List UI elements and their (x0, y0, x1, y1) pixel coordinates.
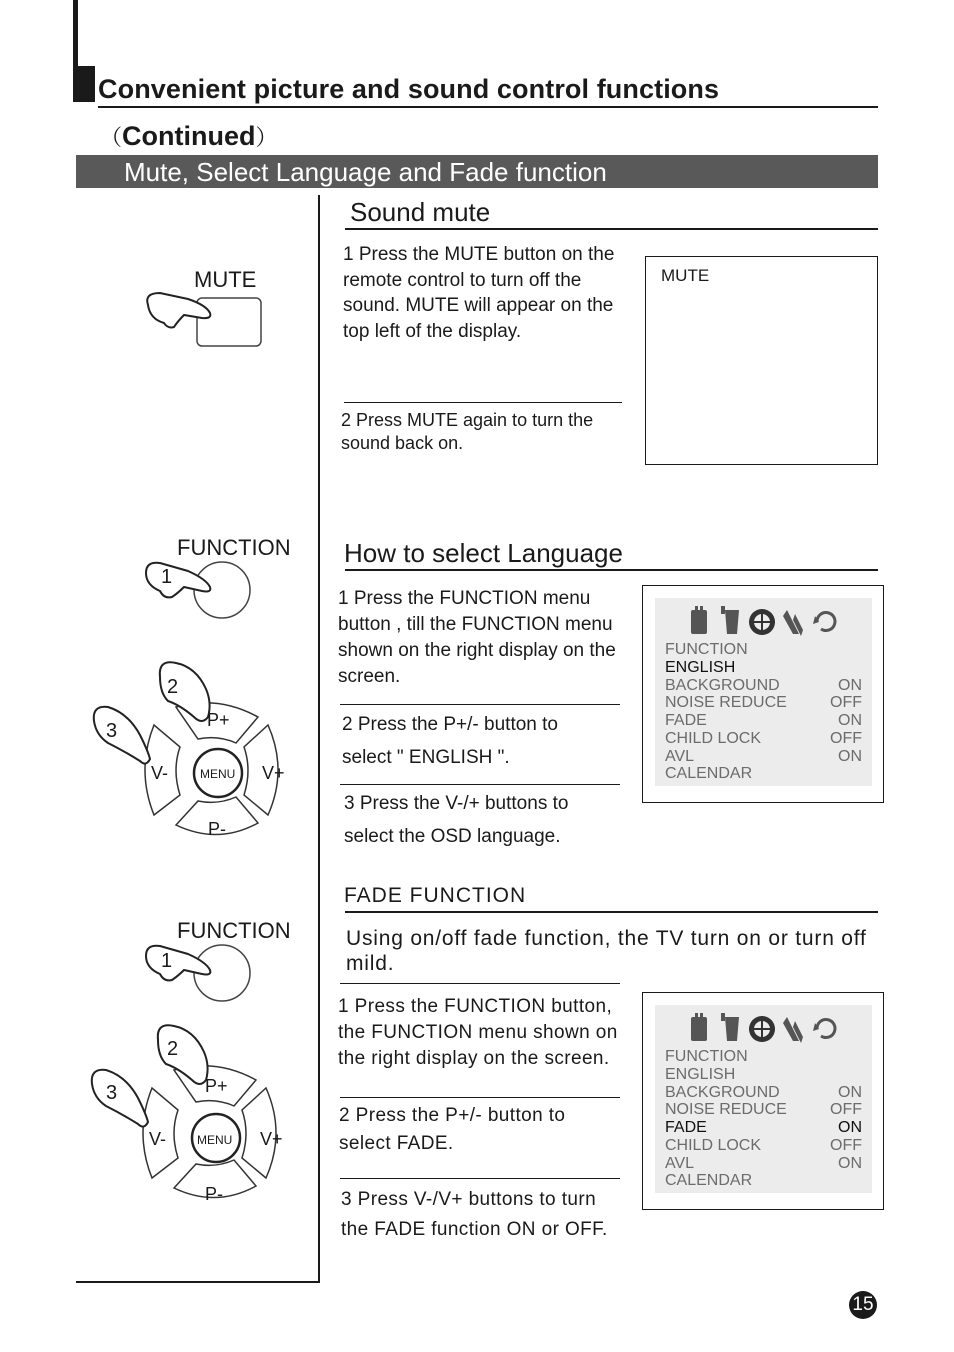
osd-row (665, 1084, 862, 1102)
osd-value: ON (838, 1119, 862, 1136)
osd-label: CALENDAR (665, 1172, 753, 1189)
osd-label: ENGLISH (665, 659, 736, 676)
v-minus-label-2: V- (149, 1129, 167, 1149)
osd-row-selected (665, 659, 862, 677)
v-minus-label: V- (151, 763, 169, 783)
step-1-marker-2: 1 (161, 950, 173, 972)
osd-label: FUNCTION (665, 1048, 748, 1065)
language-step-1: 1 Press the FUNCTION menu button , till the FUNCTION menu shown on the right display on the screen. (338, 588, 616, 687)
fade-divider-1 (340, 1097, 620, 1098)
v-plus-label: V+ (262, 763, 285, 783)
osd-row (665, 1172, 862, 1190)
osd-value: OFF (830, 1101, 862, 1118)
sound-mute-divider (344, 402, 622, 403)
osd-value: ON (838, 748, 862, 765)
osd-row (665, 694, 862, 712)
osd-value: ON (838, 1155, 862, 1172)
osd-label: FADE (665, 1119, 707, 1136)
osd-value: OFF (830, 694, 862, 711)
osd-row (665, 1101, 862, 1119)
sound-mute-title: Sound mute (350, 197, 491, 227)
osd-label: ENGLISH (665, 1066, 736, 1083)
osd-row (665, 748, 862, 766)
osd-value: OFF (830, 1137, 862, 1154)
fade-divider-2 (340, 1178, 620, 1179)
osd-label: CHILD LOCK (665, 730, 762, 747)
sound-mute-rule (345, 228, 878, 230)
language-title: How to select Language (344, 538, 623, 568)
fade-step-3-line-1: 3 Press V-/V+ buttons to turn (341, 1189, 597, 1210)
osd-icon-row (689, 1013, 849, 1045)
osd-label: NOISE REDUCE (665, 1101, 787, 1118)
osd-label: AVL (665, 1155, 695, 1172)
p-minus-label: P- (208, 819, 226, 839)
mute-button-icon (197, 298, 261, 346)
language-rule (345, 569, 878, 571)
v-plus-label-2: V+ (260, 1129, 283, 1149)
fade-step-2-line-1: 2 Press the P+/- button to (339, 1105, 566, 1126)
osd-label: BACKGROUND (665, 677, 780, 694)
refresh-icon (813, 1020, 835, 1038)
function-button-illustration-2 (140, 938, 260, 1008)
osd-label: FUNCTION (665, 641, 748, 658)
step-3-marker-2: 3 (106, 1082, 118, 1104)
osd-row (665, 641, 862, 659)
direction-pad-illustration-1 (88, 655, 303, 855)
header-marker (73, 66, 95, 102)
osd-row (665, 712, 862, 730)
function-label-1: FUNCTION (177, 535, 291, 560)
sound-icon (725, 610, 739, 634)
language-osd-menu (655, 598, 872, 786)
fade-step-3-line-2: the FADE function ON or OFF. (341, 1219, 608, 1240)
p-plus-label-2: P+ (205, 1076, 228, 1096)
osd-row (665, 765, 862, 783)
globe-icon (749, 1016, 775, 1042)
page-title: Convenient picture and sound control functions (98, 74, 720, 104)
osd-value: ON (838, 1084, 862, 1101)
osd-label: AVL (665, 748, 695, 765)
fade-rule (345, 911, 878, 913)
fade-divider-0 (340, 983, 620, 984)
pointing-hand-icon (94, 707, 150, 764)
mute-screen (645, 256, 878, 465)
direction-pad-illustration-2 (86, 1018, 301, 1218)
sound-icon (725, 1017, 739, 1041)
picture-icon (691, 610, 707, 634)
continued-label (100, 121, 278, 152)
continued-text: Continued (122, 121, 256, 151)
continued-close: ） (255, 125, 278, 150)
refresh-icon (813, 613, 835, 631)
osd-label: CHILD LOCK (665, 1137, 762, 1154)
fade-title: FADE FUNCTION (344, 884, 527, 907)
osd-icon-row (689, 606, 849, 638)
title-underline (98, 106, 878, 108)
fade-osd-menu (655, 1005, 872, 1193)
page-number: 15 (849, 1291, 877, 1319)
picture-icon (691, 1017, 707, 1041)
sound-mute-step-2: 2 Press MUTE again to turn the sound back on. (341, 410, 594, 453)
menu-label-2: MENU (197, 1133, 233, 1147)
osd-row (665, 677, 862, 695)
pointing-hand-icon (92, 1070, 148, 1127)
function-icon (783, 610, 803, 636)
menu-label: MENU (200, 767, 236, 781)
step-2-marker-2: 2 (167, 1038, 179, 1060)
osd-value: ON (838, 677, 862, 694)
p-minus-label-2: P- (205, 1184, 223, 1204)
mute-button-illustration (140, 285, 270, 353)
language-step-3-line-2: select the OSD language. (344, 826, 561, 847)
osd-value: OFF (830, 730, 862, 747)
function-label-2: FUNCTION (177, 918, 291, 943)
column-divider (318, 195, 320, 1283)
language-step-3-line-1: 3 Press the V-/+ buttons to (344, 793, 569, 814)
step-2-marker: 2 (167, 676, 179, 698)
language-divider-1 (340, 704, 620, 705)
osd-value: ON (838, 712, 862, 729)
continued-open: （ (100, 125, 123, 150)
function-button-illustration-1 (140, 555, 260, 625)
osd-row (665, 1066, 862, 1084)
osd-row (665, 1155, 862, 1173)
osd-label: BACKGROUND (665, 1084, 780, 1101)
osd-row (665, 1137, 862, 1155)
osd-label: NOISE REDUCE (665, 694, 787, 711)
language-step-2-line-1: 2 Press the P+/- button to (342, 714, 558, 735)
function-icon (783, 1017, 803, 1043)
bottom-rule (76, 1281, 320, 1283)
osd-row (665, 730, 862, 748)
p-plus-label: P+ (207, 710, 230, 730)
language-osd-screen (642, 585, 884, 803)
sound-mute-step-1: 1 Press the MUTE button on the remote control to turn off the sound. MUTE will appear on the top left of the display. (343, 244, 615, 342)
globe-icon (749, 609, 775, 635)
mute-label: MUTE (194, 267, 257, 292)
fade-step-1: 1 Press the FUNCTION button, the FUNCTION menu shown on the right display on the screen. (338, 996, 618, 1069)
fade-step-2-line-2: select FADE. (339, 1133, 454, 1154)
section-band-title: Mute, Select Language and Fade function (124, 157, 607, 187)
step-1-marker: 1 (161, 566, 173, 588)
mute-screen-text: MUTE (661, 266, 710, 285)
step-3-marker: 3 (106, 720, 118, 742)
language-divider-2 (340, 784, 620, 785)
fade-subtitle: Using on/off fade function, the TV turn on or turn off mild. (346, 927, 867, 975)
osd-label: FADE (665, 712, 707, 729)
osd-row (665, 1048, 862, 1066)
osd-row-selected (665, 1119, 862, 1137)
language-step-2-line-2: select " ENGLISH ". (342, 747, 510, 768)
fade-osd-screen (642, 992, 884, 1210)
osd-label: CALENDAR (665, 765, 753, 782)
